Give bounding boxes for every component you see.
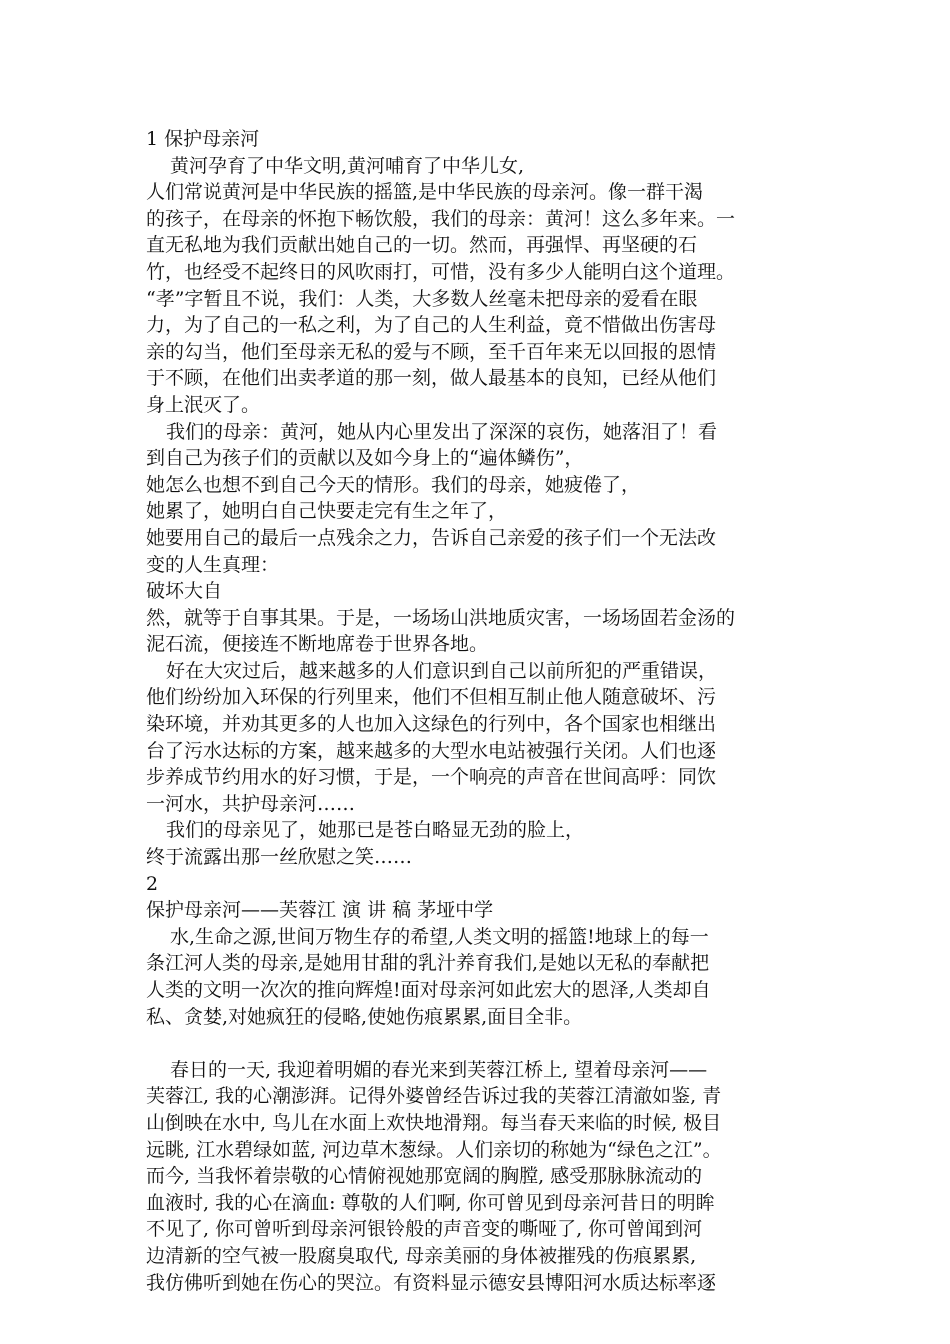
text-line: 直无私地为我们贡献出她自己的一切。然而，再强悍、再坚硬的石 — [146, 234, 698, 257]
text-line: 人们常说黄河是中华民族的摇篮,是中华民族的母亲河。像一群干渴 — [146, 181, 704, 204]
text-line: 2 — [146, 872, 159, 895]
text-line: 芙蓉江, 我的心潮澎湃。记得外婆曾经告诉过我的芙蓉江清澈如鉴, 青 — [146, 1085, 722, 1108]
text-line — [146, 1030, 816, 1057]
text-line: 我仿佛听到她在伤心的哭泣。有资料显示德安县博阳河水质达标率逐 — [146, 1271, 717, 1294]
text-line: 1 保护母亲河 — [146, 128, 260, 150]
text-line: 好在大灾过后，越来越多的人们意识到自己以前所犯的严重错误， — [166, 659, 718, 682]
text-line: 她累了，她明白自己快要走完有生之年了， — [146, 500, 508, 523]
text-line: 他们纷纷加入环保的行列里来，他们不但相互制止他人随意破坏、污 — [146, 686, 717, 709]
text-line: 泥石流，便接连不断地席卷于世界各地。 — [146, 633, 489, 656]
text-line: 竹，也经受不起终日的风吹雨打，可惜，没有多少人能明白这个道理。 — [146, 260, 736, 283]
text-line: 到自己为孩子们的贡献以及如今身上的“遍体鳞伤”， — [146, 447, 584, 470]
text-line: 我们的母亲：黄河，她从内心里发出了深深的哀伤，她落泪了！看 — [166, 420, 718, 443]
text-line: 血液时, 我的心在滴血: 尊敬的人们啊, 你可曾见到母亲河昔日的明眸 — [146, 1191, 715, 1214]
text-line: 终于流露出那一丝欣慰之笑…… — [146, 846, 413, 869]
document-body — [146, 126, 816, 1296]
text-line: 她要用自己的最后一点残余之力，告诉自己亲爱的孩子们一个无法改 — [146, 526, 717, 549]
text-line: 我们的母亲见了，她那已是苍白略显无劲的脸上， — [166, 819, 585, 842]
text-line: 边清新的空气被一股腐臭取代, 母亲美丽的身体被摧残的伤痕累累, — [146, 1244, 697, 1267]
text-line: 的孩子，在母亲的怀抱下畅饮般，我们的母亲：黄河！这么多年来。一 — [146, 207, 736, 230]
text-line: “孝”字暂且不说，我们：人类，大多数人丝毫未把母亲的爱看在眼 — [146, 287, 698, 310]
text-line: 水,生命之源,世间万物生存的希望,人类文明的摇篮!地球上的每一 — [170, 925, 709, 948]
text-line: 她怎么也想不到自己今天的情形。我们的母亲，她疲倦了， — [146, 473, 641, 496]
text-line: 破坏大自 — [146, 580, 223, 603]
text-line: 私、贪婪,对她疯狂的侵略,使她伤痕累累,面目全非。 — [146, 1005, 583, 1028]
text-line: 一河水，共护母亲河…… — [146, 792, 356, 815]
text-line: 保护母亲河——芙蓉江 演 讲 稿 茅垭中学 — [146, 899, 494, 922]
text-line: 而今, 当我怀着崇敬的心情俯视她那宽阔的胸膛, 感受那脉脉流动的 — [146, 1165, 703, 1188]
text-line: 人类的文明一次次的推向辉煌!面对母亲河如此宏大的恩泽,人类却自 — [146, 979, 711, 1001]
text-line: 山倒映在水中, 鸟儿在水面上欢快地滑翔。每当春天来临的时候, 极目 — [146, 1111, 722, 1134]
text-line: 于不顾，在他们出卖孝道的那一刻，做人最基本的良知，已经从他们 — [146, 367, 717, 390]
text-line: 亲的勾当，他们至母亲无私的爱与不顾，至千百年来无以回报的恩情 — [146, 340, 717, 363]
text-line: 染环境，并劝其更多的人也加入这绿色的行列中，各个国家也相继出 — [146, 713, 717, 736]
text-line: 台了污水达标的方案，越来越多的大型水电站被强行关闭。人们也逐 — [146, 739, 717, 762]
text-line: 身上泯灭了。 — [146, 393, 261, 416]
text-line: 力，为了自己的一私之利，为了自己的人生利益，竟不惜做出伤害母 — [146, 314, 717, 337]
text-line: 不见了, 你可曾听到母亲河银铃般的声音变的嘶哑了, 你可曾闻到河 — [146, 1218, 703, 1241]
text-line: 远眺, 江水碧绿如蓝, 河边草木葱绿。人们亲切的称她为“绿色之江”。 — [146, 1138, 722, 1161]
text-line: 然，就等于自事其果。于是，一场场山洪地质灾害，一场场固若金汤的 — [146, 606, 736, 629]
text-line: 春日的一天, 我迎着明媚的春光来到芙蓉江桥上, 望着母亲河—— — [170, 1058, 708, 1081]
text-line: 变的人生真理： — [146, 553, 280, 576]
text-line: 步养成节约用水的好习惯，于是，一个响亮的声音在世间高呼：同饮 — [146, 766, 717, 789]
text-line: 黄河孕育了中华文明,黄河哺育了中华儿女, — [170, 154, 525, 177]
text-line: 条江河人类的母亲,是她用甘甜的乳汁养育我们,是她以无私的奉献把 — [146, 952, 710, 975]
